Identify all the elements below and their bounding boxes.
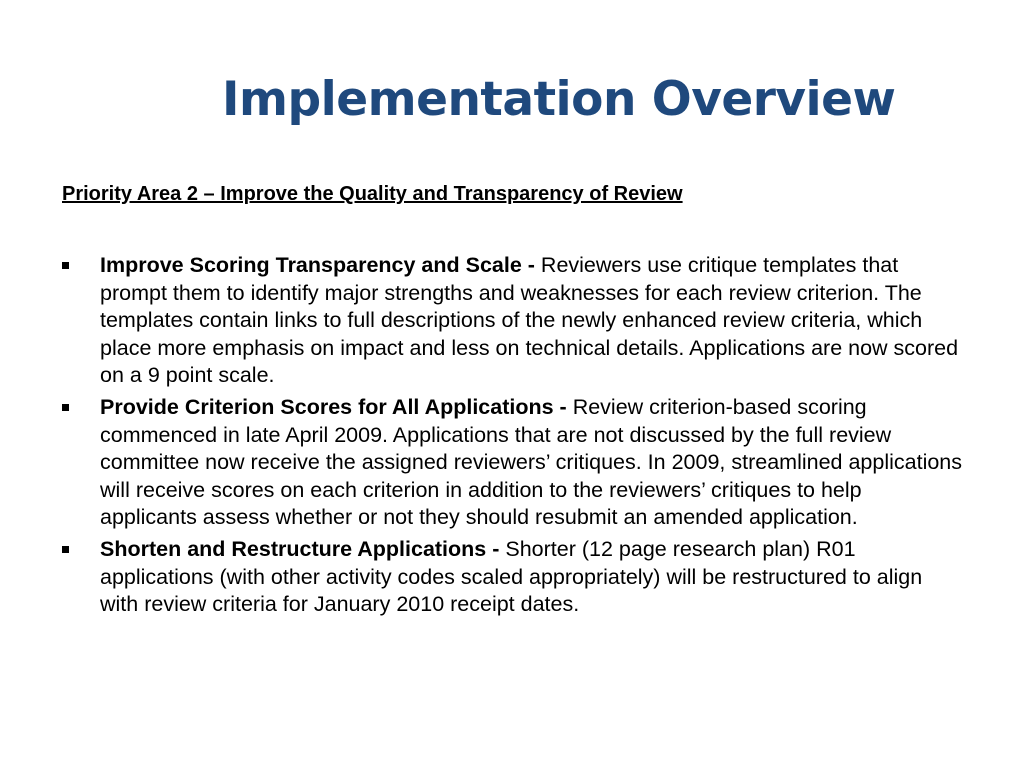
bullet-body-text: Review criterion-based scoring commenced in late April 2009. Applications that are not discussed by the full review committee now receive the assigned reviewers’ critiques. In 2009, streamlined applications will receive scores on each criterion in addition to the reviewers’ critiques to help applicants assess whether or not they should resubmit an amended application. bbox=[100, 394, 963, 530]
bullet-body-text: Shorter (12 page research plan) R01 applications (with other activity codes scaled appropriately) will be restructured to align with review criteria for January 2010 receipt dates. bbox=[100, 536, 923, 617]
bullet-item-scoring-transparency bbox=[62, 252, 962, 390]
bullet-lead-text: Improve Scoring Transparency and Scale - bbox=[100, 253, 541, 277]
bullet-item-criterion-scores bbox=[62, 394, 962, 532]
bullet-list bbox=[62, 252, 962, 623]
square-bullet-icon bbox=[62, 262, 69, 269]
bullet-body-text: Reviewers use critique templates that prompt them to identify major strengths and weaknesses for each review criterion. The templates contain links to full descriptions of the newly enhanced review criteria, which place more emphasis on impact and less on technical details. Applications are now scored on a 9 point scale. bbox=[100, 253, 959, 388]
bullet-lead-text: Shorten and Restructure Applications - bbox=[100, 536, 506, 561]
bullet-lead-text: Provide Criterion Scores for All Applications - bbox=[100, 394, 573, 419]
priority-area-subtitle: Priority Area 2 – Improve the Quality and Transparency of Review bbox=[62, 183, 683, 205]
slide-title: Implementation Overview bbox=[222, 72, 896, 127]
square-bullet-icon bbox=[62, 404, 69, 411]
square-bullet-icon bbox=[62, 546, 69, 553]
bullet-item-shorten-applications bbox=[62, 536, 962, 619]
